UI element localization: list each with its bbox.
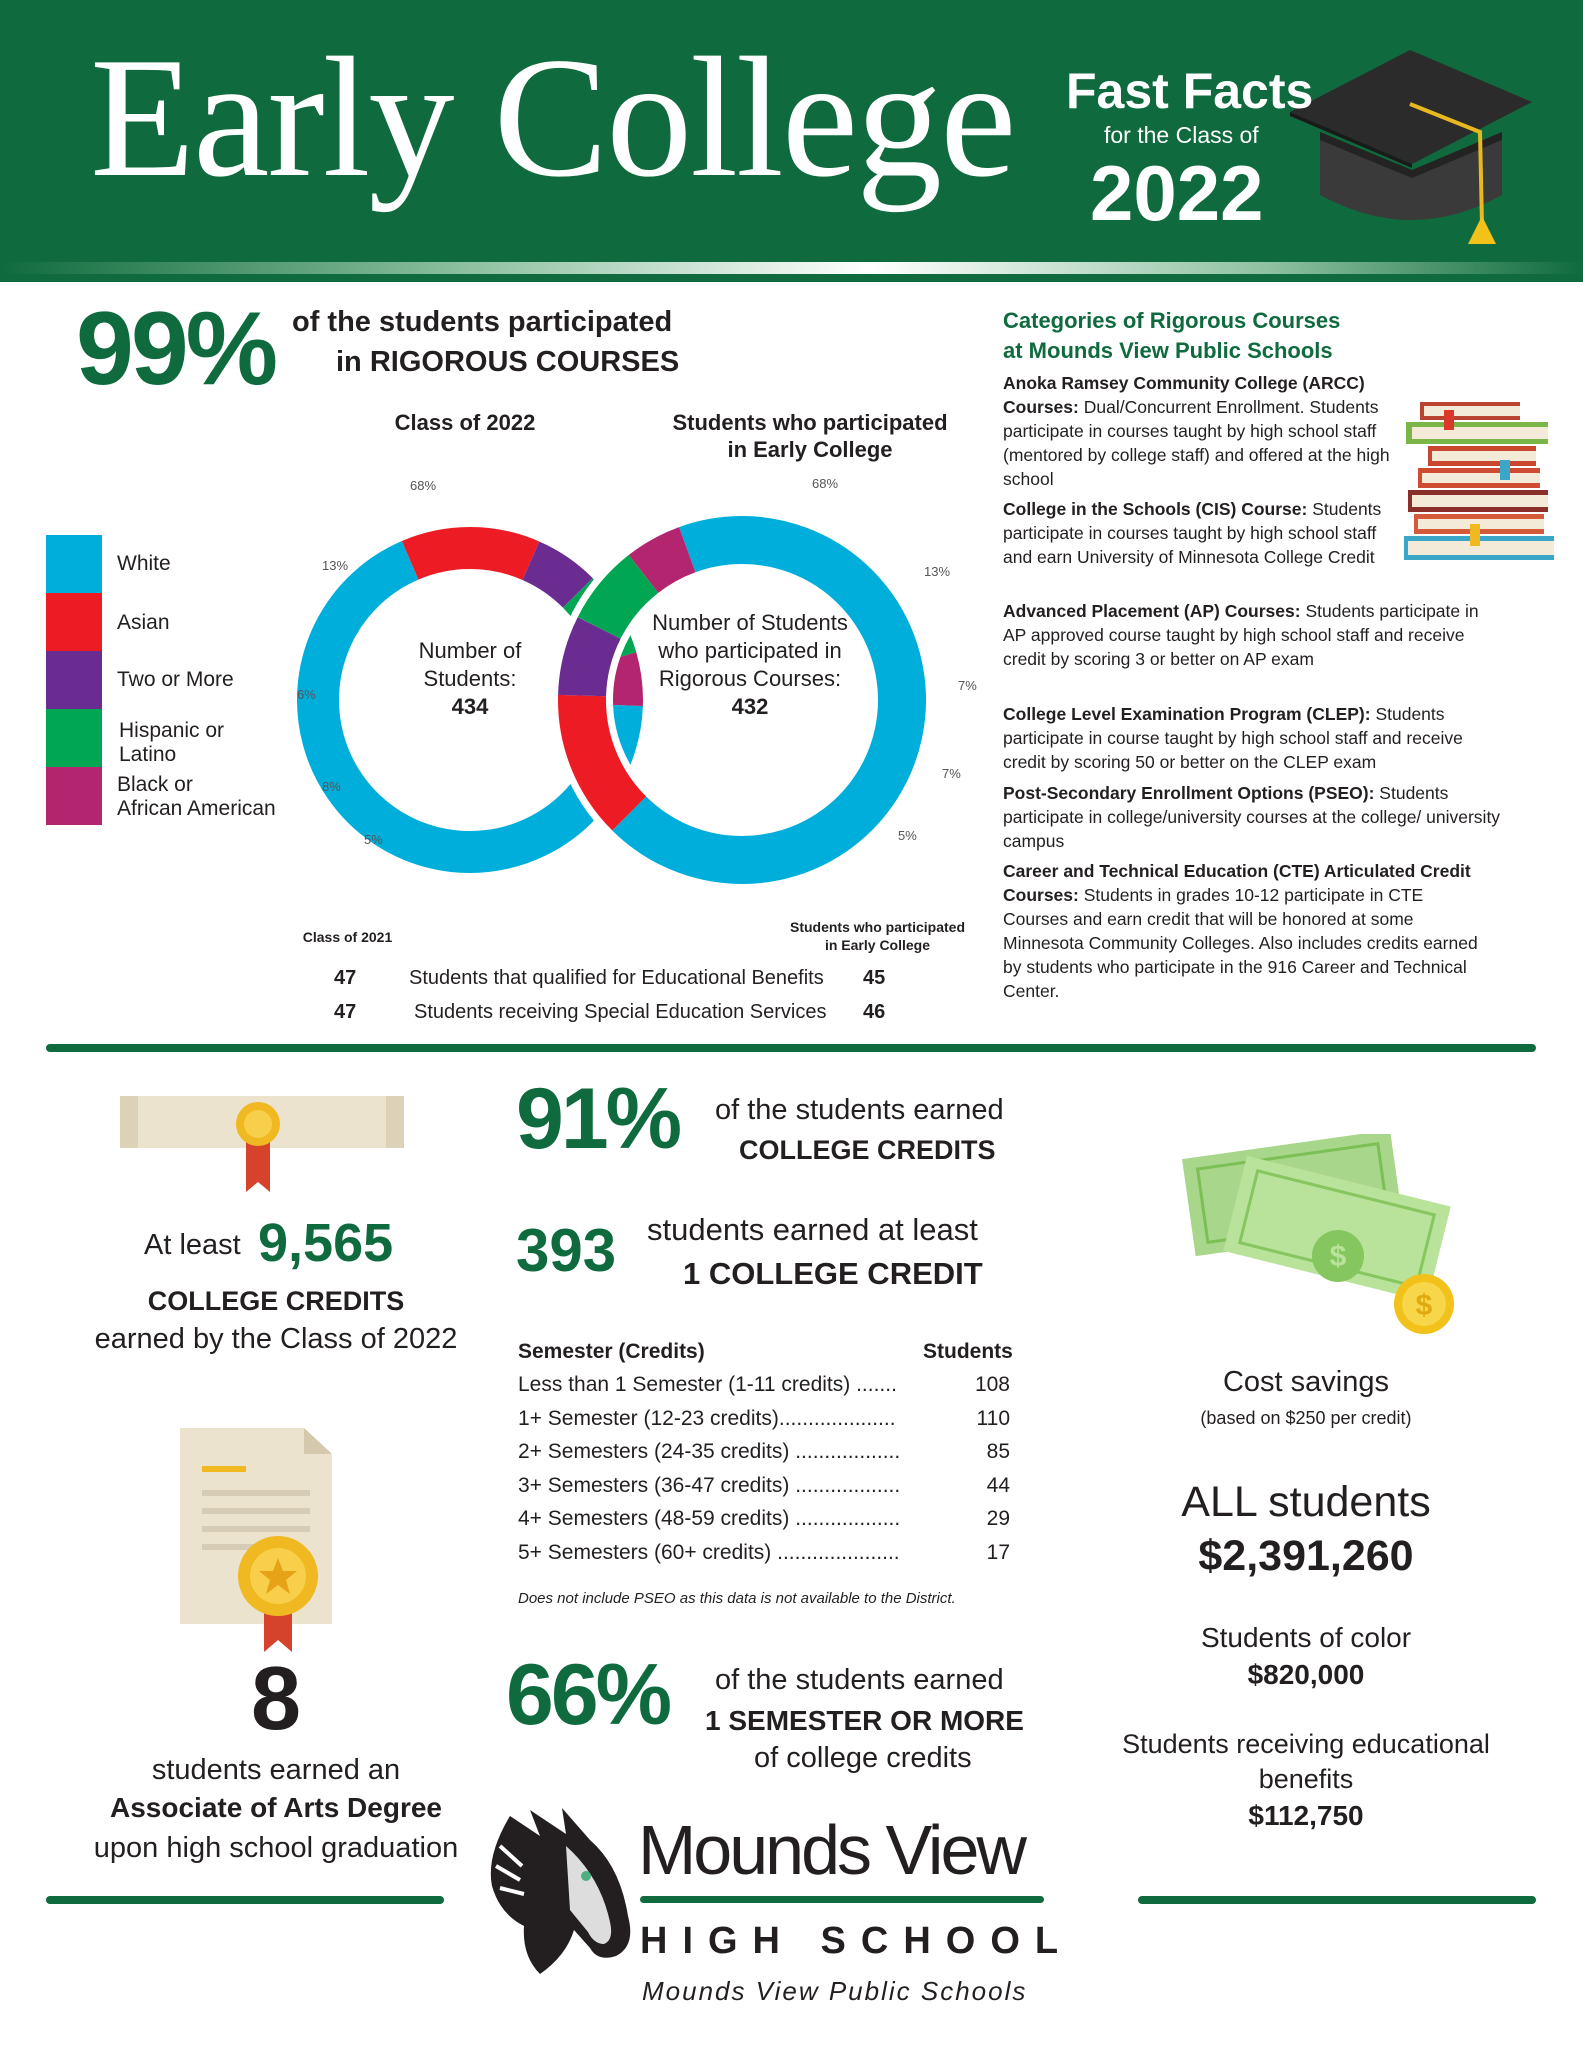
credits-value: 9,565 [258, 1213, 394, 1273]
fast-facts-title: Fast Facts [1066, 63, 1314, 119]
rigorous-line-2: in RIGOROUS COURSES [336, 346, 680, 378]
legend-label-hispanic-1: Hispanic or [119, 719, 225, 742]
category-cte-text: Students in grades 10-12 participate in CTE Courses and earn credit that will be honored at some Minnesota Community Colleges. Also includes credits earned by students who participate in the 916 Career and Technical Center. [1003, 885, 1478, 1001]
right-center-text [630, 609, 870, 721]
category-arcc-text: Dual/Concurrent Enrollment. Students participate in courses taught by high school staff (mentored by college staff) and offered at the high school [1003, 397, 1390, 489]
category-cte-title: Career and Technical Education (CTE) Articulated Credit Courses: [1003, 861, 1471, 905]
category-arcc [1003, 371, 1423, 491]
credits-row [518, 1541, 1018, 1565]
credits-at-least: At least [144, 1229, 241, 1261]
aa-line-1: students earned an [151, 1754, 401, 1786]
categories-title-1: Categories of Rigorous Courses [1003, 308, 1341, 333]
category-clep [1003, 702, 1503, 774]
pct91-line-1: of the students earned [715, 1094, 1004, 1126]
credits-row-label: 3+ Semesters (36-47 credits) .................. [518, 1474, 901, 1497]
edu-benefits-label-1: Students receiving educational [1122, 1729, 1490, 1759]
pct66-line-3: of college credits [754, 1742, 972, 1774]
left-label-white: 68% [410, 478, 437, 493]
left-label-asian: 13% [322, 558, 349, 573]
category-pseo [1003, 781, 1503, 853]
right-chart-title-2: in Early College [727, 437, 893, 462]
logo-name: Mounds View [638, 1811, 1024, 1889]
legend-swatch-white [46, 535, 102, 593]
logo-district: Mounds View Public Schools [642, 1976, 1028, 2006]
pct66-line-2: 1 SEMESTER OR MORE [705, 1705, 1024, 1736]
left-label-two-or-more: 6% [297, 687, 316, 702]
right-chart-title-1: Students who participated [672, 410, 948, 435]
right-label-two-or-more: 7% [958, 678, 977, 693]
fast-facts-year: 2022 [1090, 149, 1264, 237]
credits-row [518, 1407, 1018, 1431]
credits-row-value: 44 [986, 1474, 1010, 1497]
left-label-black: 5% [364, 832, 383, 847]
edu-benefits-value: $112,750 [1248, 1800, 1364, 1831]
money-icon [1178, 1134, 1468, 1334]
credits-row [518, 1373, 1018, 1397]
credits-row-label: 4+ Semesters (48-59 credits) .................. [518, 1507, 901, 1530]
credits-row [518, 1440, 1018, 1464]
category-pseo-title: Post-Secondary Enrollment Options (PSEO): [1003, 783, 1375, 803]
category-cis-title: College in the Schools (CIS) Course: [1003, 499, 1308, 519]
pct91-value: 91% [516, 1071, 680, 1167]
credits-row-label: 2+ Semesters (24-35 credits) .................. [518, 1440, 901, 1463]
right-label-hispanic: 7% [942, 766, 961, 781]
right-label-asian: 13% [924, 564, 951, 579]
legend-label-black-2: African American [117, 797, 276, 820]
right-center-line-3: Rigorous Courses: [658, 666, 842, 691]
categories-title [1003, 306, 1340, 366]
benefits-row-1-label: Students that qualified for Educational Benefits [409, 967, 824, 989]
pct91-line-2: COLLEGE CREDITS [739, 1135, 996, 1165]
credits-row [518, 1507, 1018, 1531]
credits-row-label: 5+ Semesters (60+ credits) ..................... [518, 1541, 900, 1564]
category-cis-text: Students participate in courses taught by high school staff and earn University of Minnesota College Credit [1003, 499, 1382, 567]
category-ap [1003, 599, 1503, 671]
page-title: Early College [90, 23, 1015, 213]
credits-note: Does not include PSEO as this data is not available to the District. [518, 1590, 956, 1607]
credits-table-head-right: Students [923, 1340, 1013, 1363]
benefits-row-2-right: 46 [863, 1001, 886, 1023]
legend-swatch-hispanic [46, 709, 102, 767]
header-divider [0, 262, 1583, 274]
left-center-value: 434 [451, 694, 489, 719]
svg-text:$: $ [1329, 1240, 1347, 1273]
pct66-line-1: of the students earned [715, 1664, 1004, 1696]
logo-divider [640, 1896, 1044, 1903]
aa-line-3: upon high school graduation [93, 1832, 459, 1864]
credits-row [518, 1474, 1018, 1498]
right-label-black: 5% [898, 828, 917, 843]
diploma-scroll-icon [118, 1086, 408, 1194]
right-center-value: 432 [731, 694, 769, 719]
pct66-value: 66% [506, 1647, 670, 1743]
aa-line-2: Associate of Arts Degree [110, 1792, 442, 1823]
credits-row-value: 85 [986, 1440, 1010, 1463]
legend-label-black-1: Black or [117, 773, 193, 796]
certificate-icon [178, 1424, 334, 1654]
all-students-label: ALL students [1181, 1478, 1431, 1526]
legend-swatch-black [46, 767, 102, 825]
category-pseo-text: Students participate in college/university courses at the college/ university campus [1003, 783, 1501, 851]
edu-benefits-label-2: benefits [1258, 1764, 1354, 1794]
category-cis [1003, 497, 1393, 569]
graduation-cap-icon [1280, 40, 1540, 250]
n393-line-1: students earned at least [647, 1212, 978, 1247]
books-icon [1404, 400, 1556, 572]
svg-text:$: $ [1415, 1289, 1433, 1322]
credits-row-label: 1+ Semester (12-23 credits).................... [518, 1407, 896, 1430]
right-label-white: 68% [812, 476, 839, 491]
category-cte [1003, 859, 1493, 1003]
cost-title: Cost savings [1222, 1366, 1389, 1398]
category-ap-title: Advanced Placement (AP) Courses: [1003, 601, 1301, 621]
right-bottom-divider [1138, 1896, 1536, 1904]
left-center-text [390, 637, 550, 721]
right-center-line-2: who participated in [658, 638, 842, 663]
rigorous-line-1: of the students participated [292, 306, 673, 338]
all-students-value: $2,391,260 [1198, 1532, 1414, 1580]
benefits-row-2-label: Students receiving Special Education Services [414, 1001, 827, 1023]
students-of-color-label: Students of color [1200, 1622, 1412, 1653]
rigorous-percent: 99% [76, 291, 276, 407]
credits-row-value: 108 [974, 1373, 1010, 1396]
n393-line-2: 1 COLLEGE CREDIT [683, 1256, 983, 1291]
left-chart-title: Class of 2022 [394, 410, 536, 435]
credits-row-label: Less than 1 Semester (1-11 credits) ....... [518, 1373, 897, 1396]
categories-title-2: at Mounds View Public Schools [1003, 338, 1333, 363]
right-center-line-1: Number of Students [652, 610, 848, 635]
benefits-row-1-right: 45 [863, 967, 886, 989]
left-center-line-2: Students: [423, 666, 517, 691]
legend-label-asian: Asian [117, 611, 170, 634]
fast-facts-subtitle: for the Class of [1104, 122, 1259, 148]
left-label-hispanic: 8% [322, 779, 341, 794]
benefits-row-1-left: 47 [334, 967, 357, 989]
benefits-left-head: Class of 2021 [302, 929, 393, 945]
credits-subtitle: earned by the Class of 2022 [94, 1323, 458, 1355]
mustang-logo-icon [470, 1806, 642, 1978]
credits-table-head-left: Semester (Credits) [518, 1340, 705, 1363]
legend-label-white: White [117, 552, 171, 575]
cost-subtitle: (based on $250 per credit) [1200, 1408, 1412, 1428]
category-clep-text: Students participate in course taught by high school staff and receive credit by scoring 50 or better on the CLEP exam [1003, 704, 1463, 772]
category-ap-text: Students participate in AP approved course taught by high school staff and receive credit by scoring 3 or better on AP exam [1003, 601, 1479, 669]
category-clep-title: College Level Examination Program (CLEP): [1003, 704, 1371, 724]
credits-row-value: 29 [986, 1507, 1010, 1530]
logo-school: HIGH SCHOOL [640, 1920, 1074, 1962]
legend-swatch-asian [46, 593, 102, 651]
benefits-row-2-left: 47 [334, 1001, 357, 1023]
right-donut-slice-black [643, 550, 687, 574]
credits-row-value: 110 [976, 1407, 1010, 1430]
benefits-right-head-2: in Early College [824, 937, 931, 953]
students-of-color-value: $820,000 [1247, 1659, 1365, 1690]
benefits-right-head-1: Students who participated [789, 919, 965, 935]
left-center-line-1: Number of [418, 638, 522, 663]
left-bottom-divider [46, 1896, 444, 1904]
right-donut-slice-two-or-more [582, 628, 599, 696]
n393-value: 393 [516, 1217, 617, 1284]
category-arcc-title: Anoka Ramsey Community College (ARCC) Courses: [1003, 373, 1365, 417]
legend-swatch-two-or-more [46, 651, 102, 709]
legend-label-two-or-more: Two or More [117, 668, 234, 691]
legend-label-hispanic [119, 719, 224, 767]
left-donut-slice-two-or-more [531, 561, 578, 593]
section-divider [46, 1044, 1536, 1052]
legend-label-black [117, 773, 276, 821]
left-donut-slice-asian [410, 548, 531, 561]
credits-row-value: 17 [986, 1541, 1010, 1564]
legend-label-hispanic-2: Latino [119, 743, 177, 766]
aa-value: 8 [250, 1649, 302, 1749]
credits-label: COLLEGE CREDITS [147, 1286, 405, 1316]
